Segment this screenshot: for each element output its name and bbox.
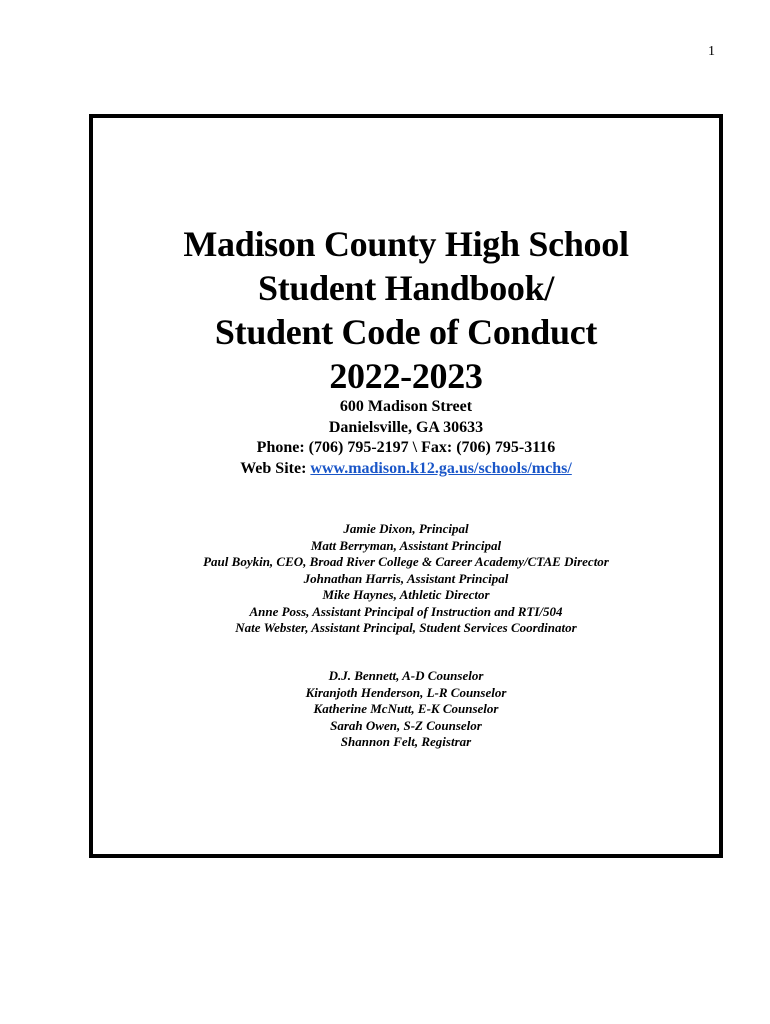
- staff-assistant-principal-instruction: Anne Poss, Assistant Principal of Instruction and RTI/504: [249, 603, 563, 619]
- address-street: 600 Madison Street: [339, 398, 473, 415]
- phone-fax-line: Phone: (706) 795-2197 \ Fax: (706) 795-3116: [256, 439, 556, 456]
- title-school-name: Madison County High School: [183, 224, 629, 264]
- staff-assistant-principal-harris: Johnathan Harris, Assistant Principal: [303, 570, 509, 586]
- counselor-a-d: D.J. Bennett, A-D Counselor: [328, 668, 484, 683]
- staff-athletic-director: Mike Haynes, Athletic Director: [322, 587, 490, 602]
- counselor-l-r: Kiranjoth Henderson, L-R Counselor: [305, 684, 507, 700]
- staff-principal: Jamie Dixon, Principal: [343, 521, 469, 536]
- title-handbook: Student Handbook/: [257, 268, 555, 308]
- address-city: Danielsville, GA 30633: [328, 418, 484, 436]
- web-site-label: Web Site:: [240, 459, 311, 477]
- staff-student-services-coordinator: Nate Webster, Assistant Principal, Student Services Coordinator: [235, 620, 577, 635]
- staff-ctae-director: Paul Boykin, CEO, Broad River College & Career Academy/CTAE Director: [203, 554, 609, 569]
- counselor-e-k: Katherine McNutt, E-K Counselor: [313, 701, 499, 716]
- web-site-link[interactable]: www.madison.k12.ga.us/schools/mchs/: [310, 459, 572, 477]
- staff-list: [93, 521, 719, 637]
- address-block: [93, 397, 719, 479]
- counselor-s-z: Sarah Owen, S-Z Counselor: [330, 717, 482, 733]
- cover-frame: [89, 114, 723, 858]
- staff-assistant-principal-berryman: Matt Berryman, Assistant Principal: [310, 537, 502, 553]
- title-code-of-conduct: Student Code of Conduct: [214, 312, 598, 352]
- web-site-line: [93, 459, 719, 480]
- page-number: 1: [708, 44, 715, 59]
- counselor-list: [93, 668, 719, 751]
- title-school-year: 2022-2023: [329, 356, 483, 396]
- title-block: [93, 222, 719, 398]
- registrar: Shannon Felt, Registrar: [340, 734, 472, 749]
